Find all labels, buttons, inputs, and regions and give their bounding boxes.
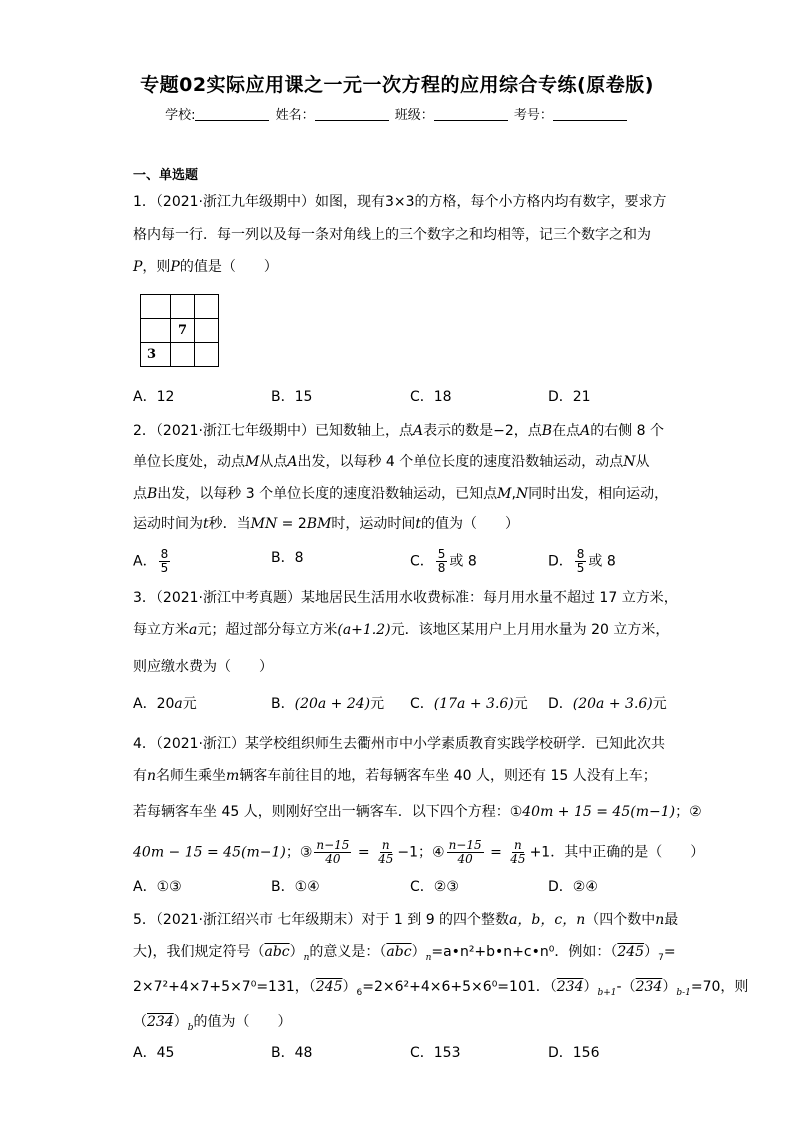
equals: = bbox=[485, 844, 507, 861]
q4-option-a[interactable]: A．①③ bbox=[133, 879, 182, 895]
q5-text: （四个数中 bbox=[585, 912, 656, 928]
magic-square-grid bbox=[140, 294, 219, 367]
q1-option-d[interactable]: D．21 bbox=[548, 389, 591, 405]
q2-text: , bbox=[511, 486, 516, 502]
denominator: 5 bbox=[576, 561, 585, 575]
fraction bbox=[447, 839, 484, 866]
q5-text: ） bbox=[662, 979, 677, 995]
q2-number: −2 bbox=[493, 423, 514, 439]
denominator: 45 bbox=[510, 852, 526, 866]
q4-option-c[interactable]: C．②③ bbox=[410, 879, 459, 895]
q2-var: MN bbox=[250, 516, 278, 532]
numerator: n bbox=[381, 838, 390, 852]
subscript: 7 bbox=[658, 952, 664, 963]
q2-text: 秒．当 bbox=[208, 516, 251, 532]
q5-text: ） bbox=[411, 944, 426, 960]
q5-line-1 bbox=[133, 910, 678, 930]
q5-option-d[interactable]: D．156 bbox=[548, 1045, 600, 1061]
grid-cell bbox=[195, 319, 219, 343]
q3-option-c[interactable] bbox=[410, 694, 528, 714]
q5-option-b[interactable]: B．48 bbox=[271, 1045, 313, 1061]
q1-line-2: 格内每一行．每一列以及每一条对角线上的三个数字之和均相等，记三个数字之和为 bbox=[133, 227, 651, 243]
overline-number: 245 bbox=[617, 944, 645, 960]
q1-var-p2: P bbox=[170, 259, 180, 275]
q2-var: M bbox=[497, 486, 512, 502]
q2-option-c[interactable] bbox=[410, 548, 477, 575]
q4-text: ；② bbox=[675, 804, 702, 820]
q2-line-2 bbox=[133, 452, 650, 472]
q2-option-a[interactable] bbox=[133, 548, 172, 575]
q2-var: A bbox=[580, 423, 591, 439]
q2-text: 从点 bbox=[259, 454, 288, 470]
q2-line-4 bbox=[133, 514, 519, 534]
q2-text: 的右侧 8 个 bbox=[590, 423, 664, 439]
equation-1: 40m + 15 = 45(m−1) bbox=[522, 804, 676, 820]
fraction bbox=[159, 548, 171, 575]
q3-text: 每立方米 bbox=[133, 622, 189, 638]
student-info-row bbox=[0, 104, 794, 123]
q2-text: ，点 bbox=[513, 423, 542, 439]
name-blank[interactable] bbox=[315, 107, 389, 121]
subscript: b+1 bbox=[597, 987, 617, 998]
q5-text: 最 bbox=[664, 912, 679, 928]
q5-text: 的值为（ ） bbox=[193, 1014, 292, 1030]
q2-text: 出发，以每秒 4 个单位长度的速度沿数轴运动，动点 bbox=[297, 454, 624, 470]
grid-cell: 7 bbox=[171, 319, 195, 343]
exam-number-label: 考号： bbox=[513, 108, 553, 123]
q3-option-a[interactable] bbox=[133, 694, 197, 714]
option-label: D． bbox=[548, 553, 573, 570]
q5-text: = bbox=[663, 944, 676, 960]
q2-text: 2．（2021·浙江七年级期中）已知数轴上，点 bbox=[133, 423, 413, 439]
unit: 元 bbox=[370, 696, 385, 712]
q4-option-b[interactable]: B．①④ bbox=[271, 879, 320, 895]
option-label: D． bbox=[548, 696, 573, 712]
page-title: 专题02实际应用课之一元一次方程的应用综合专练(原卷版) bbox=[140, 74, 654, 96]
overline-number: 234 bbox=[556, 979, 584, 995]
q2-var: B bbox=[541, 423, 553, 439]
q5-line-3 bbox=[133, 977, 748, 1003]
q2-var: N bbox=[515, 486, 529, 502]
q4-line-1: 4．（2021·浙江）某学校组织师生去衢州市中小学素质教育实践学校研学．已知此次共 bbox=[133, 736, 665, 752]
option-label: A． bbox=[133, 696, 157, 712]
q3-option-b[interactable] bbox=[271, 694, 384, 714]
q5-text: =2×6²+4×6+5×6⁰=101．（ bbox=[362, 979, 557, 995]
expr: (20a + 24) bbox=[294, 696, 371, 712]
grid-cell bbox=[141, 295, 171, 319]
subscript: 6 bbox=[356, 987, 363, 998]
q3-line-3: 则应缴水费为（ ） bbox=[133, 659, 273, 675]
q4-option-d[interactable]: D．②④ bbox=[548, 879, 598, 895]
grid-cell bbox=[141, 319, 171, 343]
q5-text: ） bbox=[644, 944, 659, 960]
q5-text: -（ bbox=[616, 979, 636, 995]
name-label: 姓名： bbox=[275, 108, 315, 123]
option-label: C． bbox=[410, 553, 434, 570]
q2-option-d[interactable] bbox=[548, 548, 616, 575]
q4-var: n bbox=[147, 768, 157, 784]
q4-var: m bbox=[226, 768, 240, 784]
q5-option-c[interactable]: C．153 bbox=[410, 1045, 461, 1061]
numerator: n bbox=[514, 838, 522, 852]
q3-expr: (a+1.2) bbox=[337, 622, 391, 638]
q4-text: −1；④ bbox=[397, 844, 445, 861]
q3-option-d[interactable] bbox=[548, 694, 667, 714]
q2-var: t bbox=[415, 516, 422, 532]
q4-text: 名师生乘坐 bbox=[156, 768, 227, 784]
unit: 元 bbox=[182, 696, 197, 712]
q2-text: 在点 bbox=[552, 423, 581, 439]
overline-number: 234 bbox=[635, 979, 663, 995]
q1-option-c[interactable]: C．18 bbox=[410, 389, 452, 405]
q4-text: +1．其中正确的是（ ） bbox=[529, 844, 705, 861]
q2-text: 的值为（ ） bbox=[421, 516, 520, 532]
q2-text: 运动时间为 bbox=[133, 516, 203, 532]
q4-text: 辆客车前往目的地，若每辆客车坐 40 人，则还有 15 人没有上车； bbox=[239, 768, 657, 784]
q5-text: ） bbox=[583, 979, 598, 995]
grid-cell: 3 bbox=[141, 343, 171, 367]
overline-number: 245 bbox=[315, 979, 343, 995]
q2-text: 单位长度处，动点 bbox=[133, 454, 245, 470]
numerator: 8 bbox=[576, 547, 585, 561]
subscript: n bbox=[425, 952, 432, 963]
q3-line-1: 3．（2021·浙江中考真题）某地居民生活用水收费标准：每月用水量不超过 17 立方米， bbox=[133, 590, 678, 606]
q2-line-3 bbox=[133, 484, 668, 504]
q5-text: 2×7²+4×7+5×7⁰=131，（ bbox=[133, 979, 316, 995]
q4-text: ；③ bbox=[285, 844, 313, 861]
denominator: 45 bbox=[378, 852, 394, 866]
q5-text: 大)，我们规定符号（ bbox=[133, 944, 265, 960]
expr: (20a + 3.6) bbox=[572, 696, 653, 712]
q2-text: 同时出发，相向运动， bbox=[528, 486, 669, 502]
numerator: n−15 bbox=[316, 838, 350, 852]
q1-option-a[interactable]: A．12 bbox=[133, 389, 175, 405]
q2-var: N bbox=[623, 454, 636, 470]
q4-text: 若每辆客车坐 45 人，则刚好空出一辆客车．以下四个方程：① bbox=[133, 804, 523, 820]
q5-option-a[interactable]: A．45 bbox=[133, 1045, 175, 1061]
option-label: A． bbox=[133, 553, 157, 570]
class-label: 班级： bbox=[394, 108, 434, 123]
q2-text: = 2 bbox=[277, 516, 307, 532]
expr: (17a + 3.6) bbox=[433, 696, 514, 712]
q5-text: ） bbox=[289, 944, 304, 960]
q2-text: 时，运动时间 bbox=[331, 516, 416, 532]
q2-var: B bbox=[147, 486, 158, 502]
denominator: 8 bbox=[437, 561, 446, 575]
grid-cell bbox=[171, 295, 195, 319]
q5-text: ） bbox=[173, 1014, 188, 1030]
fraction bbox=[376, 839, 395, 866]
denominator: 5 bbox=[160, 561, 169, 575]
q2-text: 点 bbox=[133, 486, 147, 502]
subscript: b bbox=[187, 1022, 194, 1033]
section-title: 一、单选题 bbox=[133, 168, 199, 183]
denominator: 40 bbox=[457, 852, 473, 866]
q2-var: A bbox=[413, 423, 424, 439]
q5-text: =70，则 bbox=[690, 979, 749, 995]
equation-2: 40m − 15 = 45(m−1) bbox=[133, 844, 286, 861]
q2-var: M bbox=[245, 454, 260, 470]
school-label: 学校: bbox=[165, 108, 196, 123]
exam-number-blank[interactable] bbox=[553, 107, 627, 121]
denominator: 40 bbox=[325, 852, 341, 866]
q4-line-2 bbox=[133, 766, 657, 786]
unit: 元 bbox=[652, 696, 667, 712]
q5-line-4 bbox=[133, 1012, 292, 1038]
fraction bbox=[314, 839, 351, 866]
q3-text: 元；超过部分每立方米 bbox=[197, 622, 338, 638]
q2-var: t bbox=[203, 516, 209, 532]
q3-text: 元．该地区某用户上月用水量为 20 立方米， bbox=[390, 622, 670, 638]
q5-vars: a，b，c，n bbox=[509, 912, 586, 928]
option-tail: 或 8 bbox=[449, 553, 477, 570]
q1-text2: 的值是（ ） bbox=[179, 259, 278, 275]
subscript: n bbox=[303, 952, 310, 963]
option-tail: 或 8 bbox=[588, 553, 616, 570]
q5-line-2 bbox=[133, 942, 676, 968]
q2-var: BM bbox=[306, 516, 332, 532]
q3-line-2 bbox=[133, 620, 669, 640]
q5-text: =a•n²+b•n+c•n⁰．例如：（ bbox=[431, 944, 618, 960]
option-label: C． bbox=[410, 696, 434, 712]
numerator: 5 bbox=[437, 547, 446, 561]
numerator: n−15 bbox=[448, 838, 482, 852]
q5-text: 的意义是：（ bbox=[309, 944, 387, 960]
q1-text: ，则 bbox=[142, 259, 171, 275]
q3-var: a bbox=[174, 696, 183, 712]
q1-option-b[interactable]: B．15 bbox=[271, 389, 313, 405]
q1-line-3 bbox=[133, 257, 278, 277]
overline-number: 234 bbox=[147, 1014, 174, 1030]
q4-line-4 bbox=[133, 839, 704, 866]
q2-text: 出发，以每秒 3 个单位长度的速度沿数轴运动，已知点 bbox=[157, 486, 498, 502]
q4-text: 有 bbox=[133, 768, 147, 784]
q2-var: A bbox=[287, 454, 298, 470]
unit: 元 bbox=[513, 696, 528, 712]
overline-abc: $\overline{abc}$ bbox=[264, 944, 290, 960]
q2-text: 表示的数是 bbox=[423, 423, 494, 439]
overline-abc: $\overline{abc}$ bbox=[386, 944, 412, 960]
equals: = bbox=[353, 844, 375, 861]
fraction bbox=[436, 548, 448, 575]
q3-var: a bbox=[189, 622, 198, 638]
school-blank[interactable] bbox=[195, 107, 269, 121]
q2-option-b[interactable]: B．8 bbox=[271, 550, 304, 566]
q1-line-1: 1．（2021·浙江九年级期中）如图，现有3×3的方格，每个小方格内均有数字，要求方 bbox=[133, 194, 667, 210]
q1-var-p: P bbox=[133, 259, 143, 275]
class-blank[interactable] bbox=[434, 107, 508, 121]
option-label: B． bbox=[271, 696, 295, 712]
grid-cell bbox=[195, 295, 219, 319]
fraction bbox=[508, 839, 527, 866]
fraction bbox=[575, 548, 587, 575]
grid-cell bbox=[195, 343, 219, 367]
q5-text: ） bbox=[342, 979, 357, 995]
q2-line-1 bbox=[133, 421, 664, 441]
q5-var: n bbox=[655, 912, 665, 928]
q2-text: 从 bbox=[635, 454, 650, 470]
coef: 20 bbox=[156, 696, 175, 712]
q5-text: （ bbox=[133, 1014, 147, 1030]
grid-cell bbox=[171, 343, 195, 367]
numerator: 8 bbox=[160, 547, 169, 561]
subscript: b-1 bbox=[676, 987, 691, 998]
q5-text: 5．（2021·浙江绍兴市 七年级期末）对于 1 到 9 的四个整数 bbox=[133, 912, 510, 928]
q4-line-3 bbox=[133, 802, 702, 822]
